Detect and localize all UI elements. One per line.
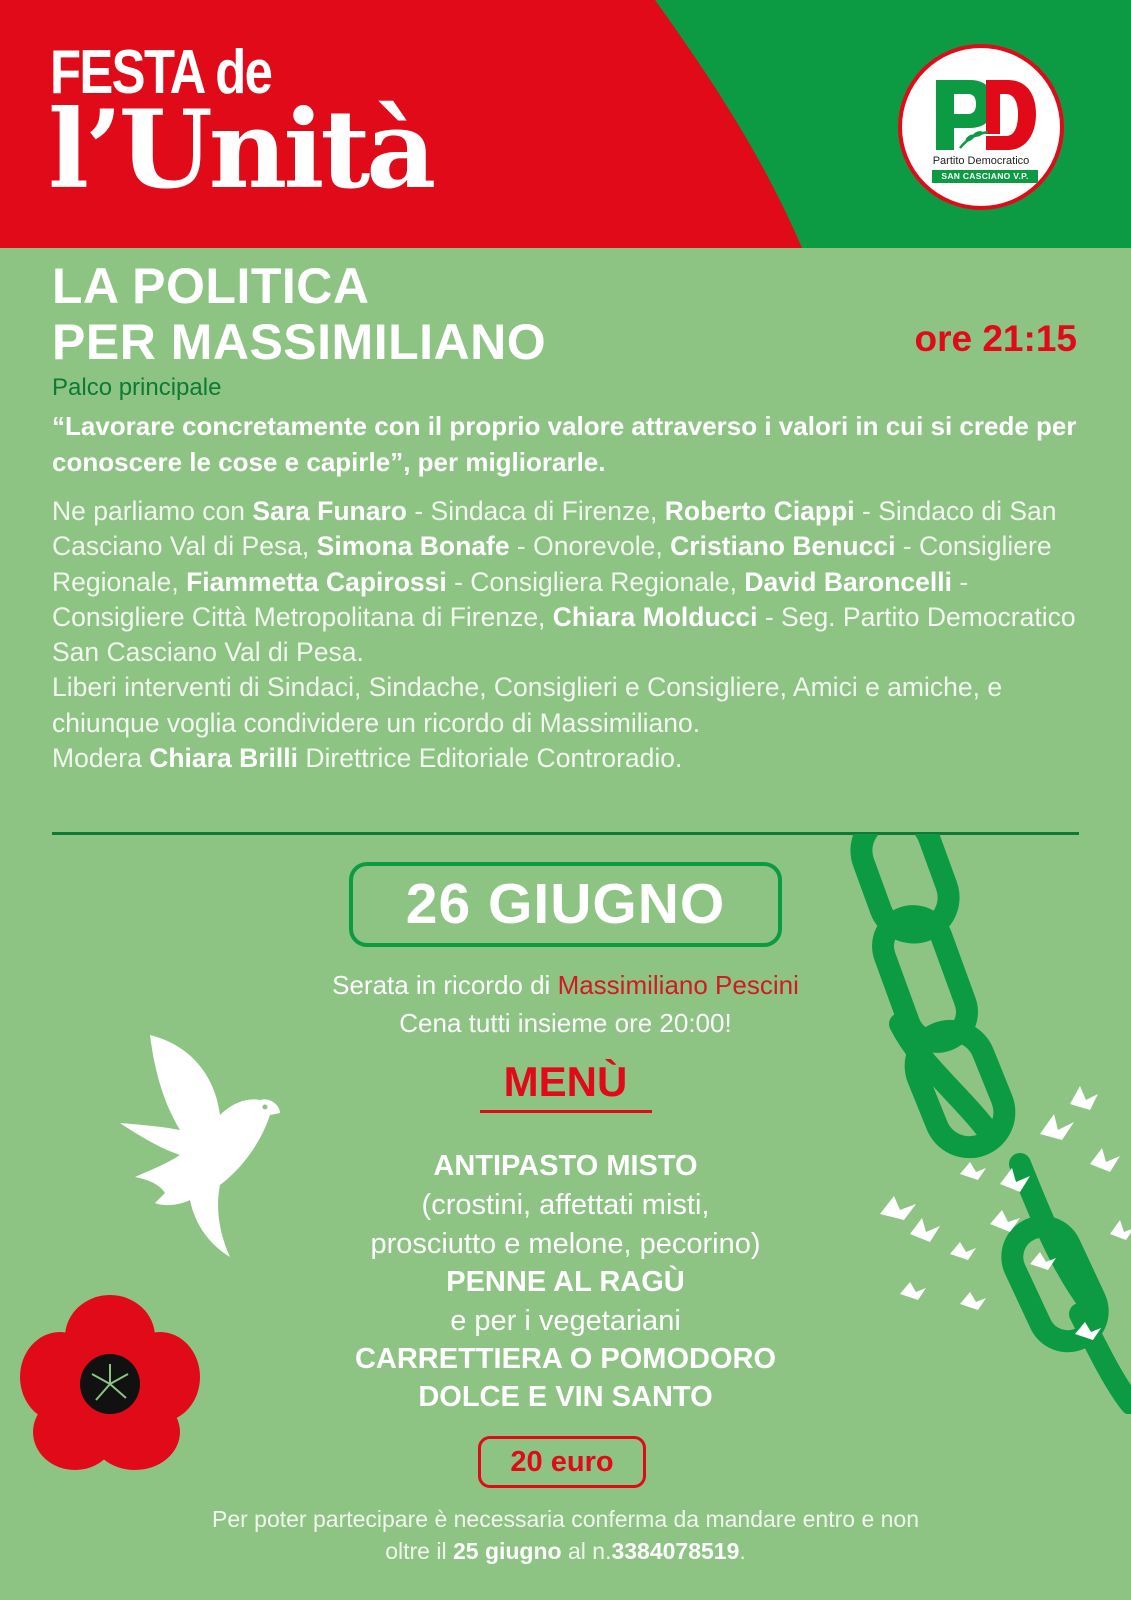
footer-phone: 3384078519: [611, 1538, 740, 1564]
serata-honoree: Massimiliano Pescini: [557, 970, 799, 1000]
header-banner: [0, 0, 1131, 248]
pd-mark-icon: [930, 74, 1040, 156]
footer-note-line1: Per poter partecipare è necessaria conferma da mandare entro e non: [211, 1506, 920, 1532]
speaker-role: - Consigliera Regionale,: [446, 566, 737, 597]
speaker-name: Cristiano Benucci: [670, 531, 896, 562]
moderator-role: Direttrice Editoriale Controradio.: [297, 743, 683, 774]
logo-location: SAN CASCIANO V.P.: [932, 170, 1038, 183]
logo-party-name: Partito Democratico: [932, 155, 1030, 167]
event-venue: Palco principale: [52, 374, 222, 401]
serata-text: [0, 970, 1131, 1001]
menu-item: DOLCE E VIN SANTO: [418, 1381, 713, 1413]
moderator-name: Chiara Brilli: [149, 743, 298, 774]
speaker-role: - Sindaca di Firenze,: [406, 496, 658, 526]
menu-item: ANTIPASTO MISTO: [433, 1150, 698, 1182]
footer-prefix: oltre il: [385, 1538, 453, 1564]
speaker-name: Chiara Molducci: [552, 601, 758, 632]
speaker-name: Fiammetta Capirossi: [186, 566, 447, 597]
menu-item: e per i vegetariani: [450, 1305, 681, 1337]
menu-underline: [480, 1110, 652, 1113]
speaker-role: - Consigliere Regionale,: [52, 531, 1052, 597]
serata-prefix: Serata in ricordo di: [332, 970, 558, 1000]
festa-title: FESTA de: [50, 38, 272, 107]
footer-note-line2: [0, 1538, 1131, 1565]
footer-mid: al n.: [561, 1538, 612, 1564]
footer-end: .: [739, 1538, 746, 1564]
speakers-intro: Ne parliamo con: [52, 496, 245, 526]
event-title: [52, 258, 546, 370]
date-box: 26 GIUGNO: [349, 862, 782, 947]
event-title-line1: LA POLITICA: [52, 258, 370, 314]
moderator-prefix: Modera: [52, 743, 142, 774]
pd-logo: [898, 44, 1064, 210]
event-quote: “Lavorare concretamente con il proprio valore attraverso i valori in cui si crede per conoscere le cose e capirle”, per migliorarle.: [52, 411, 1077, 477]
event-title-line2: PER MASSIMILIANO: [52, 314, 547, 370]
speaker-role: - Seg. Partito Democratico San Casciano Val di Pesa.: [52, 601, 1076, 668]
speakers-paragraph: [52, 494, 1082, 776]
speaker-role: - Onorevole,: [509, 531, 663, 562]
speaker-name: David Baroncelli: [744, 566, 952, 597]
menu-item: (crostini, affettati misti,: [421, 1189, 710, 1221]
menu-item: prosciutto e melone, pecorino): [370, 1228, 761, 1260]
menu-item: CARRETTIERA O POMODORO: [354, 1343, 777, 1375]
menu-item: PENNE AL RAGÙ: [446, 1266, 685, 1298]
free-speech-text: Liberi interventi di Sindaci, Sindache, Consiglieri e Consigliere, Amici e amiche, e chiunque voglia condividere un ricordo di Massimiliano.: [52, 672, 1003, 738]
speaker-name: Sara Funaro: [252, 496, 407, 526]
event-time: ore 21:15: [914, 318, 1077, 359]
speaker-name: Roberto Ciappi: [664, 496, 855, 526]
price-badge: 20 euro: [478, 1436, 646, 1488]
menu-title: MENÙ: [503, 1058, 628, 1105]
speaker-role: - Sindaco di San Casciano Val di Pesa,: [52, 496, 1057, 562]
speaker-name: Simona Bonafe: [316, 531, 510, 562]
footer-deadline: 25 giugno: [452, 1538, 562, 1564]
cena-text: Cena tutti insieme ore 20:00!: [399, 1008, 732, 1038]
speaker-role: - Consigliere Città Metropolitana di Firenze,: [52, 566, 969, 632]
unita-title: l’Unità: [48, 87, 433, 213]
